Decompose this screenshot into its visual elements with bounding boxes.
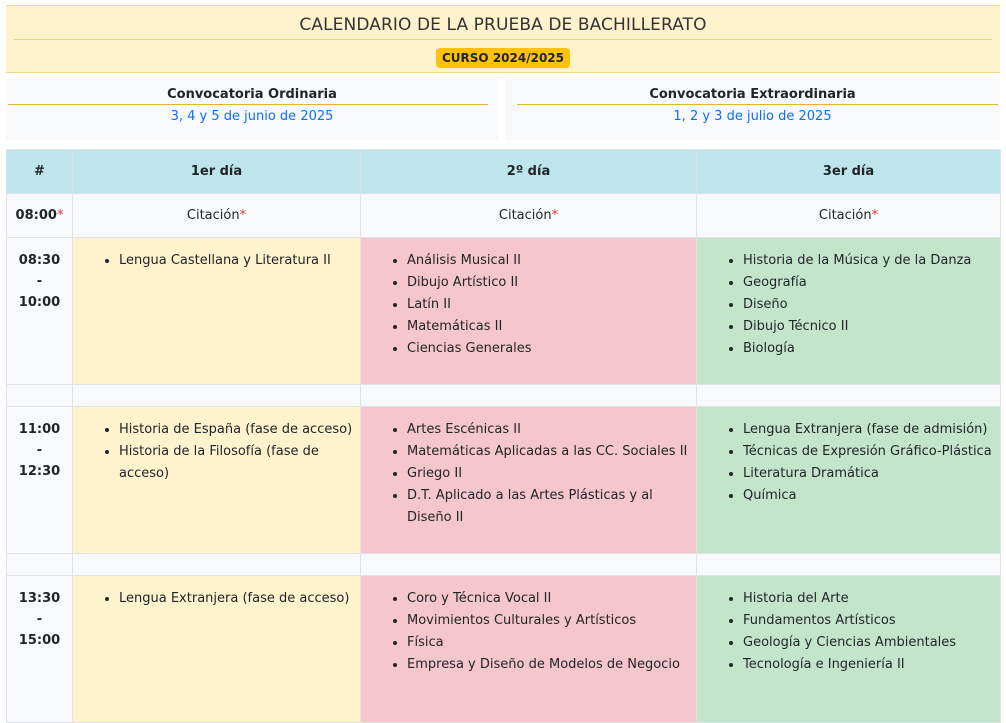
- convocatoria-ordinaria-panel: [6, 79, 498, 140]
- subject-list: [697, 407, 1000, 507]
- subject-item: • Lengua Extranjera (fase de acceso): [119, 588, 360, 610]
- subject-list: [73, 407, 360, 485]
- convocatoria-divider: [8, 104, 488, 105]
- subject-item: • Dibujo Artístico II: [407, 272, 696, 294]
- citation-cell-day1: [73, 194, 361, 238]
- required-asterisk: *: [551, 208, 559, 223]
- subject-item: • Física: [407, 632, 696, 654]
- subject-item: • Historia de la Filosofía (fase de acceso): [119, 441, 360, 485]
- subject-item: • Química: [743, 485, 1000, 507]
- subject-list: [361, 238, 696, 360]
- subject-item: • Ciencias Generales: [407, 338, 696, 360]
- subject-list: [361, 407, 696, 529]
- required-asterisk: *: [239, 208, 247, 223]
- subject-list: [361, 576, 696, 676]
- column-header-day2: 2º día: [361, 150, 697, 194]
- time-slot-cell: [7, 407, 73, 554]
- subjects-cell-day3: [697, 407, 1001, 554]
- citation-time: 08:00: [15, 208, 57, 223]
- subject-item: • Lengua Extranjera (fase de admisión): [743, 419, 1000, 441]
- subject-item: • Tecnología e Ingeniería II: [743, 654, 1000, 676]
- subject-list: [697, 576, 1000, 676]
- convocatoria-extraordinaria-title: Convocatoria Extraordinaria: [649, 87, 856, 102]
- page-header: [6, 5, 1000, 73]
- citation-cell-day2: [361, 194, 697, 238]
- required-asterisk: *: [871, 208, 879, 223]
- time-slot-row: [7, 576, 1001, 723]
- required-asterisk: *: [56, 208, 64, 223]
- page-title: CALENDARIO DE LA PRUEBA DE BACHILLERATO: [299, 15, 707, 35]
- subjects-cell-day2: [361, 238, 697, 385]
- subject-item: • Fundamentos Artísticos: [743, 610, 1000, 632]
- spacer-row: [7, 554, 1001, 576]
- citation-cell-day3: [697, 194, 1001, 238]
- slot-start-time: 13:30: [18, 591, 61, 606]
- slot-end-time: 15:00: [18, 633, 61, 648]
- subject-item: • Análisis Musical II: [407, 250, 696, 272]
- subject-item: • Artes Escénicas II: [407, 419, 696, 441]
- subject-item: • Geología y Ciencias Ambientales: [743, 632, 1000, 654]
- schedule-table: [6, 149, 1001, 723]
- citation-row: [7, 194, 1001, 238]
- subjects-cell-day1: [73, 238, 361, 385]
- convocatoria-extraordinaria-panel: [505, 79, 1000, 140]
- subjects-cell-day1: [73, 407, 361, 554]
- citation-label: Citación: [818, 208, 872, 223]
- slot-separator: -: [36, 443, 43, 458]
- table-header-row: [7, 150, 1001, 194]
- course-badge: CURSO 2024/2025: [436, 48, 570, 68]
- slot-separator: -: [36, 274, 43, 289]
- subject-item: • Lengua Castellana y Literatura II: [119, 250, 360, 272]
- subject-item: • Diseño: [743, 294, 1000, 316]
- subject-item: • Historia de la Música y de la Danza: [743, 250, 1000, 272]
- subject-item: • Latín II: [407, 294, 696, 316]
- header-divider: [14, 39, 992, 40]
- subjects-cell-day3: [697, 238, 1001, 385]
- subject-item: • D.T. Aplicado a las Artes Plásticas y al Diseño II: [407, 485, 696, 529]
- subject-item: • Matemáticas II: [407, 316, 696, 338]
- column-header-day3: 3er día: [697, 150, 1001, 194]
- subject-list: [73, 238, 360, 272]
- subject-item: • Técnicas de Expresión Gráfico-Plástica: [743, 441, 1000, 463]
- convocatoria-ordinaria-dates: 3, 4 y 5 de junio de 2025: [170, 109, 334, 124]
- slot-start-time: 11:00: [18, 422, 61, 437]
- time-slot-cell: [7, 238, 73, 385]
- subject-item: • Movimientos Culturales y Artísticos: [407, 610, 696, 632]
- convocatoria-ordinaria-title: Convocatoria Ordinaria: [167, 87, 337, 102]
- column-header-index: #: [7, 150, 73, 194]
- subject-item: • Historia de España (fase de acceso): [119, 419, 360, 441]
- time-slot-row: [7, 238, 1001, 385]
- subjects-cell-day2: [361, 407, 697, 554]
- time-slot-row: [7, 407, 1001, 554]
- slot-end-time: 12:30: [18, 464, 61, 479]
- subject-list: [73, 576, 360, 610]
- subject-list: [697, 238, 1000, 360]
- subjects-cell-day1: [73, 576, 361, 723]
- convocatoria-extraordinaria-dates: 1, 2 y 3 de julio de 2025: [673, 109, 832, 124]
- spacer-row: [7, 385, 1001, 407]
- convocatoria-divider: [517, 104, 998, 105]
- citation-label: Citación: [498, 208, 552, 223]
- citation-label: Citación: [186, 208, 240, 223]
- slot-separator: -: [36, 612, 43, 627]
- subject-item: • Geografía: [743, 272, 1000, 294]
- subject-item: • Coro y Técnica Vocal II: [407, 588, 696, 610]
- subject-item: • Biología: [743, 338, 1000, 360]
- subject-item: • Literatura Dramática: [743, 463, 1000, 485]
- subjects-cell-day3: [697, 576, 1001, 723]
- column-header-day1: 1er día: [73, 150, 361, 194]
- subject-item: • Griego II: [407, 463, 696, 485]
- subject-item: • Empresa y Diseño de Modelos de Negocio: [407, 654, 696, 676]
- subject-item: • Matemáticas Aplicadas a las CC. Sociales II: [407, 441, 696, 463]
- subjects-cell-day2: [361, 576, 697, 723]
- subject-item: • Historia del Arte: [743, 588, 1000, 610]
- citation-time-cell: [7, 194, 73, 238]
- subject-item: • Dibujo Técnico II: [743, 316, 1000, 338]
- time-slot-cell: [7, 576, 73, 723]
- slot-end-time: 10:00: [18, 295, 61, 310]
- slot-start-time: 08:30: [18, 253, 61, 268]
